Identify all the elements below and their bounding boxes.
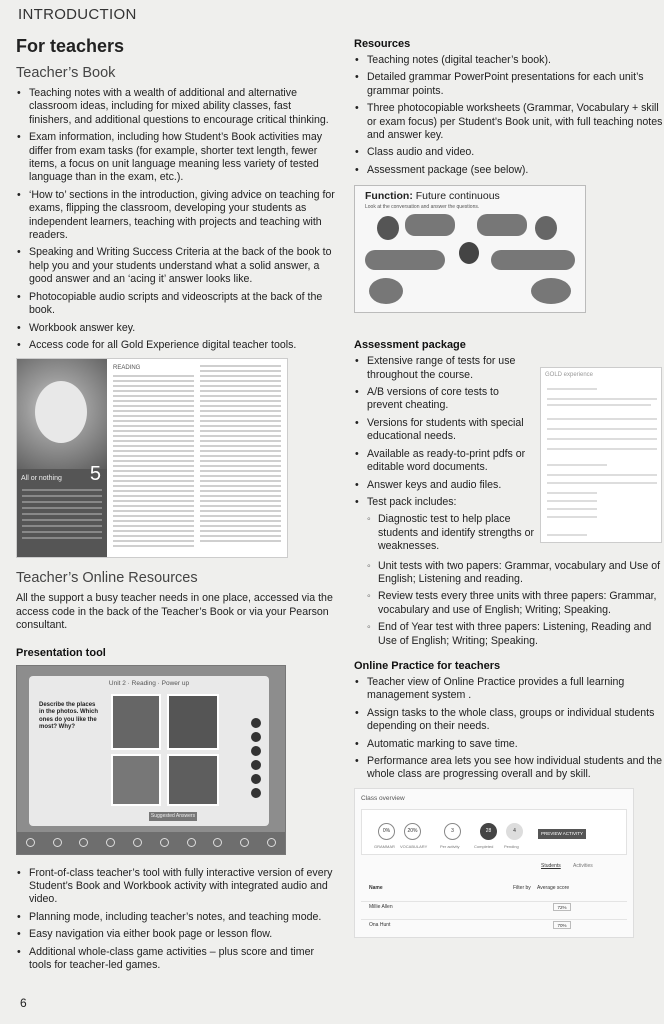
list-item: • Workbook answer key. bbox=[16, 322, 336, 335]
list-item: • A/B versions of core tests to prevent cheating. bbox=[354, 386, 536, 413]
vocabulary-score: 20% bbox=[404, 823, 421, 840]
assessment-list bbox=[354, 355, 536, 509]
thought-bubble bbox=[369, 278, 403, 304]
left-column bbox=[16, 36, 336, 976]
spread-page-right bbox=[200, 365, 281, 551]
teachers-book-heading: Teacher’s Book bbox=[16, 65, 116, 81]
filter-label: Filter by bbox=[513, 884, 531, 891]
student-score: 72% bbox=[553, 903, 571, 911]
grammar-score: 0% bbox=[378, 823, 395, 840]
list-item: • Extensive range of tests for use throughout the course. bbox=[354, 355, 536, 382]
list-item: • Speaking and Writing Success Criteria at the back of the book to help you and your students understand what a solid answer, a good answer and an ‘acing it’ answer looks like. bbox=[16, 246, 336, 286]
speech-bubble bbox=[477, 214, 527, 236]
test-pack-list-wide bbox=[366, 560, 664, 648]
list-item: • Answer keys and audio files. bbox=[354, 479, 536, 492]
per-activity-count: 3 bbox=[444, 823, 461, 840]
speech-bubble bbox=[365, 250, 445, 270]
assessment-section bbox=[354, 355, 664, 553]
completed-count: 28 bbox=[480, 823, 497, 840]
photo-lightning bbox=[111, 754, 161, 806]
student-name: Ona Hunt bbox=[369, 921, 391, 928]
resources-list bbox=[354, 54, 664, 177]
pt-bottom-toolbar[interactable] bbox=[17, 832, 285, 854]
list-item: • Planning mode, including teacher’s notes, and teaching mode. bbox=[16, 911, 336, 924]
child-photo bbox=[17, 359, 107, 469]
online-practice-list bbox=[354, 676, 664, 782]
speech-bubble bbox=[405, 214, 455, 236]
list-item: ◦ Review tests every three units with three papers: Grammar, vocabulary and use of English; Writing; Speaking. bbox=[366, 590, 664, 617]
online-resources-heading: Teacher’s Online Resources bbox=[16, 570, 198, 587]
pt-question: Describe the places in the photos. Which ones do you like the most? Why? bbox=[39, 701, 98, 731]
suggested-answers-button[interactable]: Suggested Answers bbox=[150, 812, 196, 819]
filter-select[interactable]: Average score bbox=[537, 884, 570, 891]
pt-unit-label: Unit 2 · Reading · Power up bbox=[108, 679, 190, 687]
test-pack-list bbox=[366, 513, 536, 553]
photo-snow-trees bbox=[167, 754, 219, 806]
doc-brand: GOLD experience bbox=[545, 372, 594, 379]
per-activity-label: Per activity bbox=[440, 843, 460, 849]
tab-activities[interactable]: Activities bbox=[573, 862, 593, 869]
grammar-label: GRAMMAR bbox=[374, 843, 395, 849]
list-item: ◦ End of Year test with three papers: Listening, Reading and Use of English; Writing; Speaking. bbox=[366, 621, 664, 648]
slide-subtitle: Look at the conversation and answer the questions. bbox=[365, 204, 480, 211]
name-column-header[interactable]: Name bbox=[369, 884, 383, 891]
list-item: • Performance area lets you see how individual students and the whole class are progressing overall and by skill. bbox=[354, 755, 664, 782]
list-item: • ‘How to’ sections in the introduction, giving advice on teaching for exams, flipping the classroom, developing your students as independent learners, teaching with projects and teaching with readers. bbox=[16, 189, 336, 243]
man-face-icon bbox=[459, 242, 479, 264]
photo-cathedral bbox=[111, 694, 161, 750]
table-row[interactable] bbox=[361, 901, 627, 913]
list-item: • Three photocopiable worksheets (Grammar, Vocabulary + skill or exam focus) per Student’s Book unit, with full teaching notes and answer key. bbox=[354, 102, 664, 142]
unit-number: 5 bbox=[89, 463, 101, 486]
list-item: • Teaching notes (digital teacher’s book). bbox=[354, 54, 664, 67]
presentation-tool-list bbox=[16, 867, 336, 973]
list-item: • Available as ready-to-print pdfs or editable word documents. bbox=[354, 448, 536, 475]
spread-page-heading: READING bbox=[113, 365, 141, 372]
assessment-heading: Assessment package bbox=[354, 339, 466, 352]
table-row[interactable] bbox=[361, 919, 627, 931]
list-item: • Detailed grammar PowerPoint presentations for each unit’s grammar points. bbox=[354, 71, 664, 98]
pt-side-toolbar[interactable] bbox=[251, 718, 265, 802]
class-overview-screenshot bbox=[354, 788, 634, 938]
list-item: • Additional whole-class game activities – plus score and timer tools for teacher-led games. bbox=[16, 946, 336, 973]
list-item: • Photocopiable audio scripts and videoscripts at the back of the book. bbox=[16, 291, 336, 318]
list-item: • Test pack includes: bbox=[354, 496, 536, 509]
list-item: • Teacher view of Online Practice provides a full learning management system . bbox=[354, 676, 664, 703]
page-number: 6 bbox=[20, 996, 27, 1010]
teachers-book-spread-image bbox=[16, 358, 288, 558]
list-item: • Teaching notes with a wealth of additional and alternative classroom ideas, including for mixed ability classes, fast finishers, and additional questions to encourage critical thinking. bbox=[16, 87, 336, 127]
girl-face-icon bbox=[535, 216, 557, 240]
preview-activity-button[interactable]: PREVIEW ACTIVITY bbox=[538, 829, 586, 839]
presentation-tool-heading: Presentation tool bbox=[16, 646, 106, 659]
list-item: • Class audio and video. bbox=[354, 146, 664, 159]
right-column bbox=[354, 38, 664, 938]
list-item: • Versions for students with special educational needs. bbox=[354, 417, 536, 444]
unit-label: All or nothing bbox=[21, 475, 62, 483]
student-name: Millie Allen bbox=[369, 903, 393, 910]
pending-label: Pending bbox=[504, 843, 519, 849]
overview-card bbox=[361, 809, 627, 855]
teachers-book-list bbox=[16, 87, 336, 352]
tab-students[interactable]: Students bbox=[541, 862, 561, 869]
online-resources-text: All the support a busy teacher needs in one place, accessed via the access code in the back of the Teacher’s Book or via your Pearson consultant. bbox=[16, 592, 333, 632]
resources-heading: Resources bbox=[354, 38, 411, 50]
page-title: For teachers bbox=[16, 36, 125, 56]
test-document-image bbox=[540, 367, 662, 543]
list-item: • Exam information, including how Student’s Book activities may differ from exam tasks (for example, shorter text length, fewer items, a focus on unit language meaning less variety of tested language than in the exam, etc.). bbox=[16, 131, 336, 185]
slide-title: Function: Future continuous bbox=[365, 190, 500, 203]
photo-forest bbox=[167, 694, 219, 750]
page-header: INTRODUCTION bbox=[18, 6, 137, 23]
speech-bubble bbox=[491, 250, 575, 270]
boy-face-icon bbox=[377, 216, 399, 240]
unit-cover bbox=[17, 359, 107, 557]
list-item: • Easy navigation via either book page or lesson flow. bbox=[16, 928, 336, 941]
class-overview-title: Class overview bbox=[361, 794, 405, 802]
list-item: • Access code for all Gold Experience digital teacher tools. bbox=[16, 339, 336, 352]
list-item: • Front-of-class teacher’s tool with fully interactive version of every Student’s Book and Workbook activity with integrated audio and video. bbox=[16, 867, 336, 907]
list-item: ◦ Diagnostic test to help place students and identify strengths or weaknesses. bbox=[366, 513, 536, 553]
thought-bubble bbox=[531, 278, 571, 304]
vocabulary-label: VOCABULARY bbox=[400, 843, 428, 849]
student-score: 70% bbox=[553, 921, 571, 929]
table-header bbox=[361, 883, 627, 895]
grammar-slide-image bbox=[354, 185, 586, 313]
spread-page-left bbox=[113, 365, 194, 551]
list-item: • Automatic marking to save time. bbox=[354, 738, 664, 751]
list-item: ◦ Unit tests with two papers: Grammar, vocabulary and Use of English; Listening and reading. bbox=[366, 560, 664, 587]
list-item: • Assessment package (see below). bbox=[354, 164, 664, 177]
completed-label: Completed bbox=[474, 843, 494, 849]
list-item: • Assign tasks to the whole class, groups or individual students depending on their needs. bbox=[354, 707, 664, 734]
presentation-tool-screenshot bbox=[16, 665, 286, 855]
online-practice-heading: Online Practice for teachers bbox=[354, 659, 501, 672]
pending-count: 4 bbox=[506, 823, 523, 840]
